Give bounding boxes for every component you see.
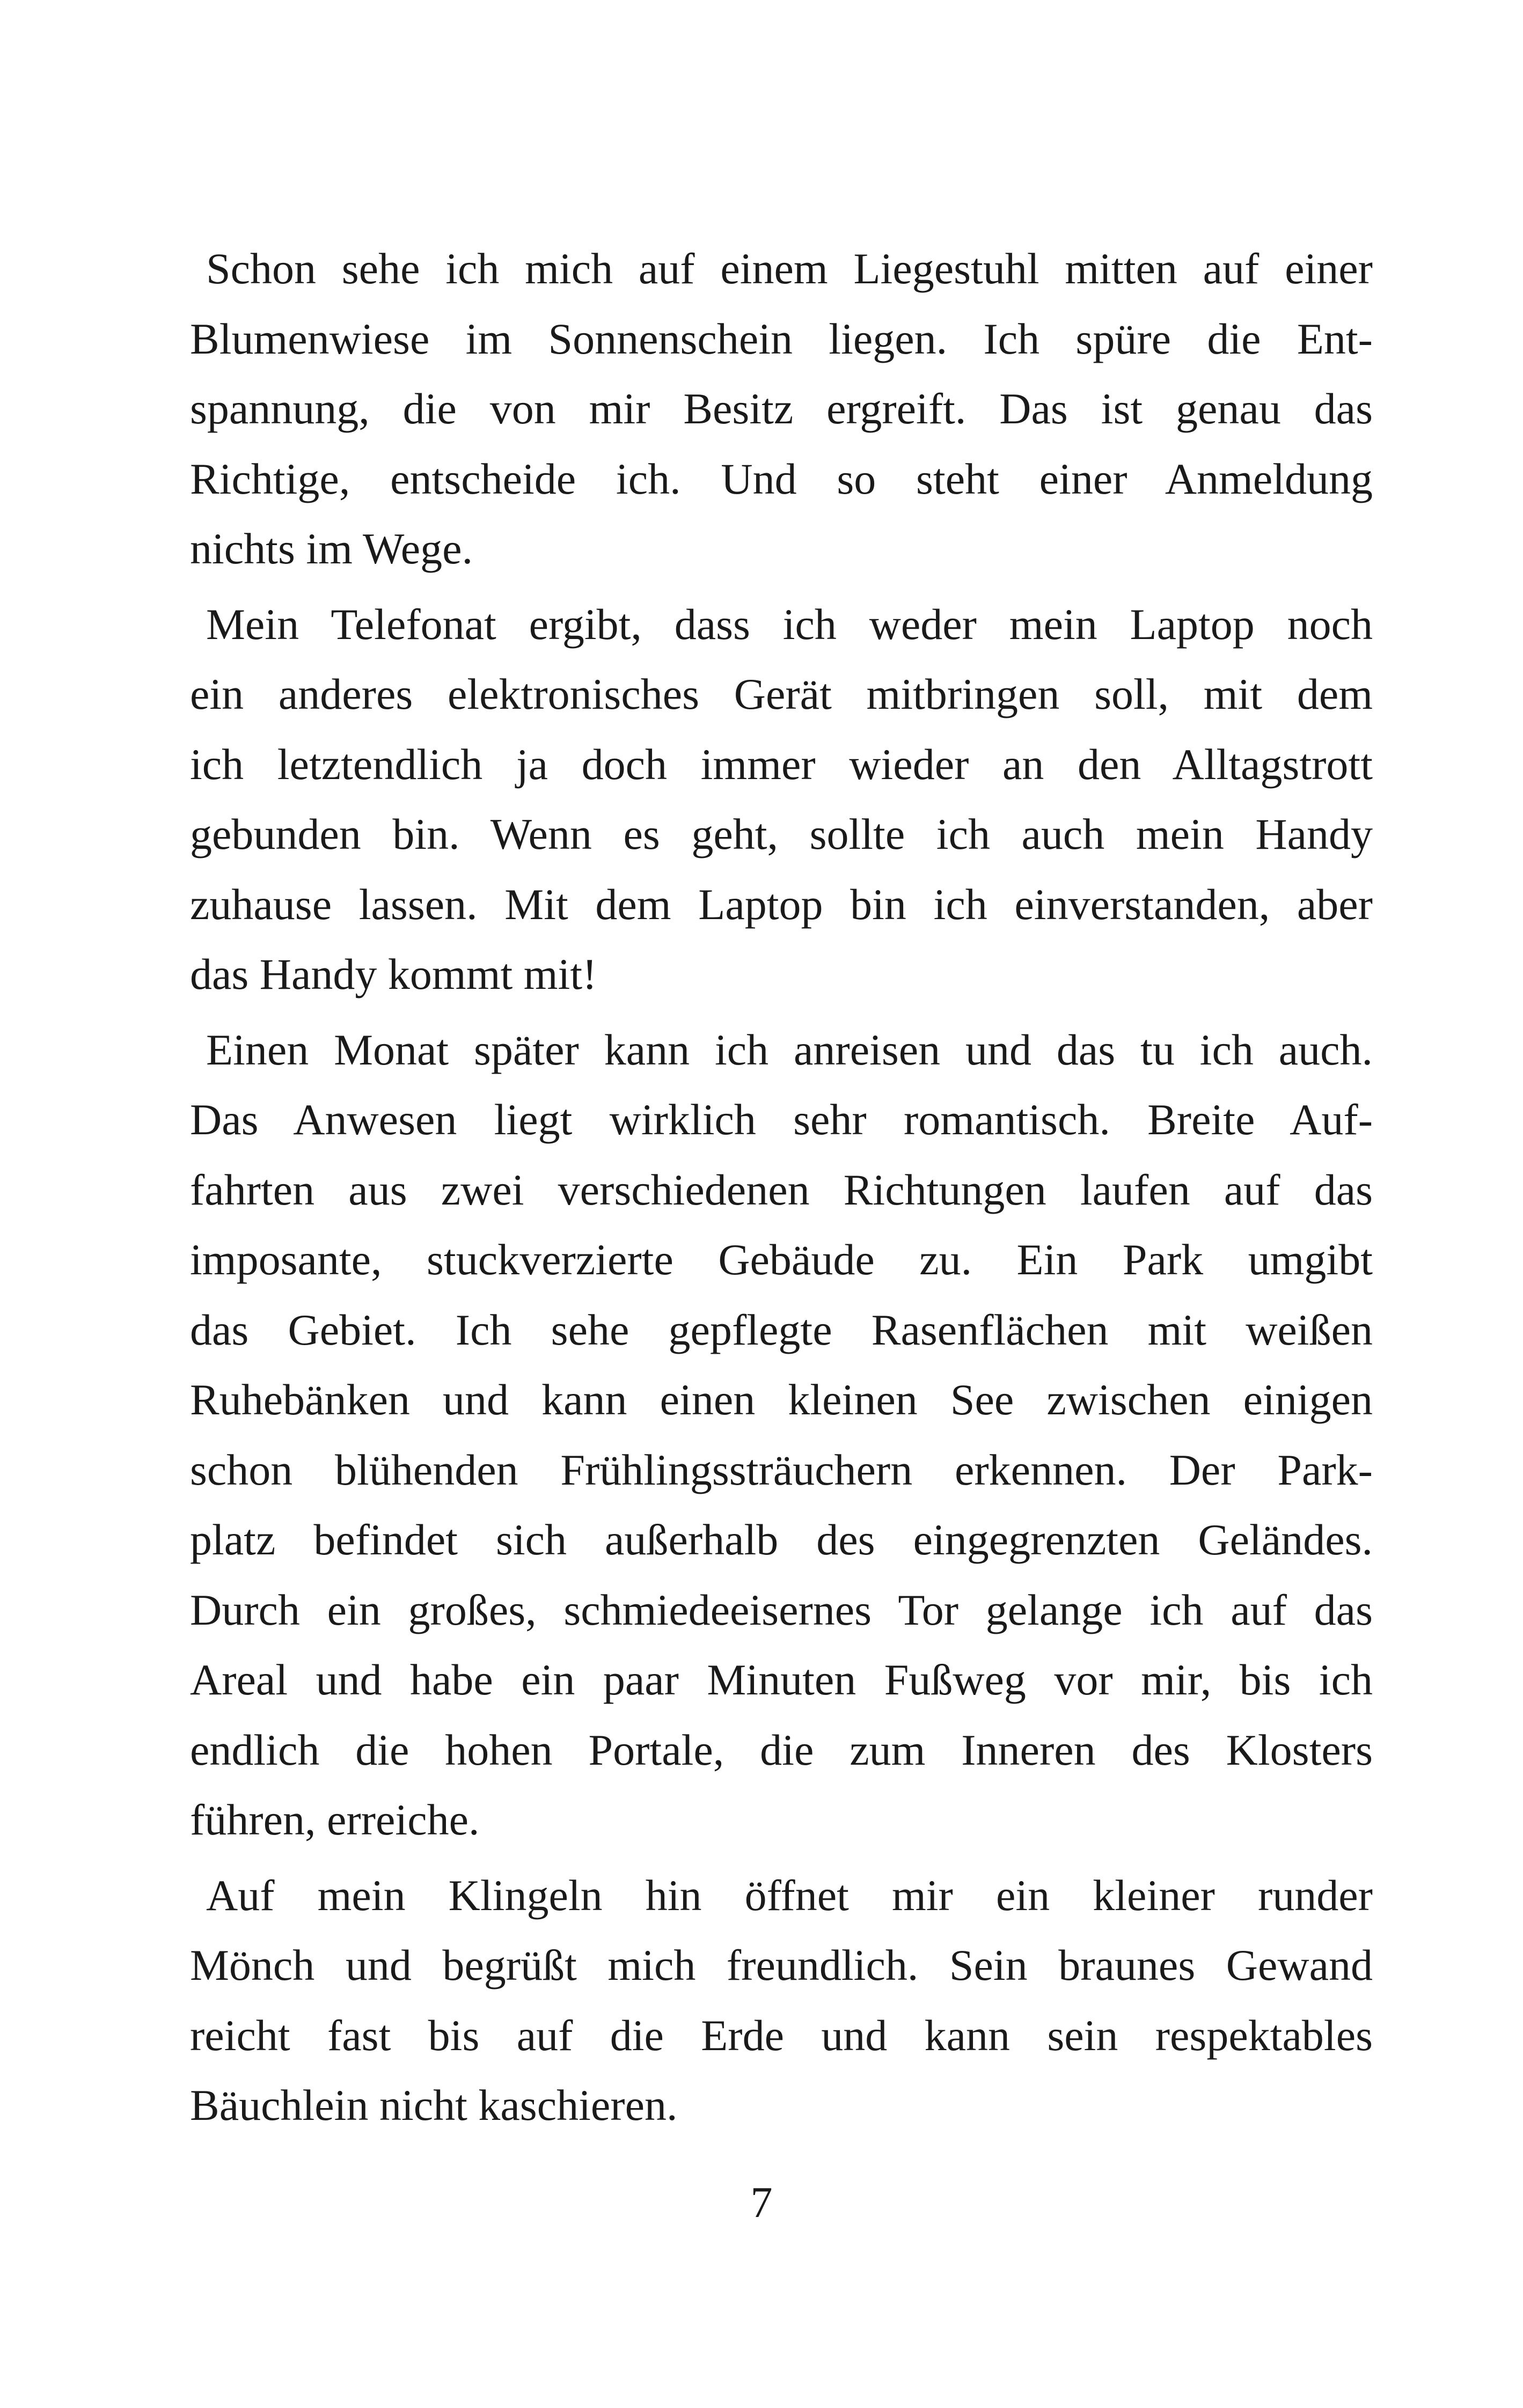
text-line: nichts im Wege. — [190, 524, 473, 573]
text-line: Mönch und begrüßt mich freundlich. Sein braunes Gewand — [190, 1941, 1373, 1989]
text-line: spannung, die von mir Besitz ergreift. Das ist genau das — [190, 384, 1373, 433]
text-line: imposante, stuckverzierte Gebäude zu. Ein Park umgibt — [190, 1235, 1373, 1284]
text-line: Areal und habe ein paar Minuten Fußweg vor mir, bis ich — [190, 1655, 1373, 1704]
text-line: Das Anwesen liegt wirklich sehr romantisch. Breite Auf- — [190, 1095, 1373, 1144]
page-number: 7 — [750, 2178, 773, 2227]
paragraph-3 — [190, 1015, 1373, 1855]
text-line: zuhause lassen. Mit dem Laptop bin ich einverstanden, aber — [190, 879, 1373, 929]
paragraph-2 — [190, 590, 1373, 1010]
paragraph-4 — [190, 1861, 1373, 2141]
text-line: reicht fast bis auf die Erde und kann sein respektables — [190, 2010, 1373, 2060]
text-line: ein anderes elektronisches Gerät mitbringen soll, mit dem — [190, 670, 1373, 718]
text-line: Richtige, entscheide ich. Und so steht einer Anmeldung — [190, 454, 1373, 503]
text-line: Bäuchlein nicht kaschieren. — [190, 2081, 678, 2130]
text-line: Schon sehe ich mich auf einem Liegestuhl mitten auf einer — [206, 244, 1373, 293]
body-text — [190, 234, 1373, 2146]
text-line: führen, erreiche. — [190, 1795, 480, 1844]
text-line: endlich die hohen Portale, die zum Inneren des Klosters — [190, 1725, 1373, 1774]
paragraph-1 — [190, 234, 1373, 584]
text-line: fahrten aus zwei verschiedenen Richtungen laufen auf das — [190, 1165, 1373, 1214]
text-line: das Handy kommt mit! — [190, 950, 597, 999]
text-line: Durch ein großes, schmiedeeisernes Tor gelange ich auf das — [190, 1585, 1373, 1634]
text-line: das Gebiet. Ich sehe gepflegte Rasenflächen mit weißen — [190, 1305, 1373, 1354]
text-line: ich letztendlich ja doch immer wieder an den Alltagstrott — [190, 739, 1373, 789]
text-line: Ruhebänken und kann einen kleinen See zwischen einigen — [190, 1375, 1373, 1424]
text-line: Einen Monat später kann ich anreisen und das tu ich auch. — [206, 1025, 1373, 1074]
text-line: platz befindet sich außerhalb des eingegrenzten Geländes. — [190, 1515, 1373, 1564]
text-line: Mein Telefonat ergibt, dass ich weder mein Laptop noch — [206, 599, 1373, 649]
text-line: Auf mein Klingeln hin öffnet mir ein kleiner runder — [206, 1870, 1373, 1920]
text-line: Blumenwiese im Sonnenschein liegen. Ich spüre die Ent- — [190, 314, 1373, 363]
text-line: schon blühenden Frühlingssträuchern erkennen. Der Park- — [190, 1445, 1373, 1494]
text-line: gebunden bin. Wenn es geht, sollte ich auch mein Handy — [190, 810, 1373, 858]
